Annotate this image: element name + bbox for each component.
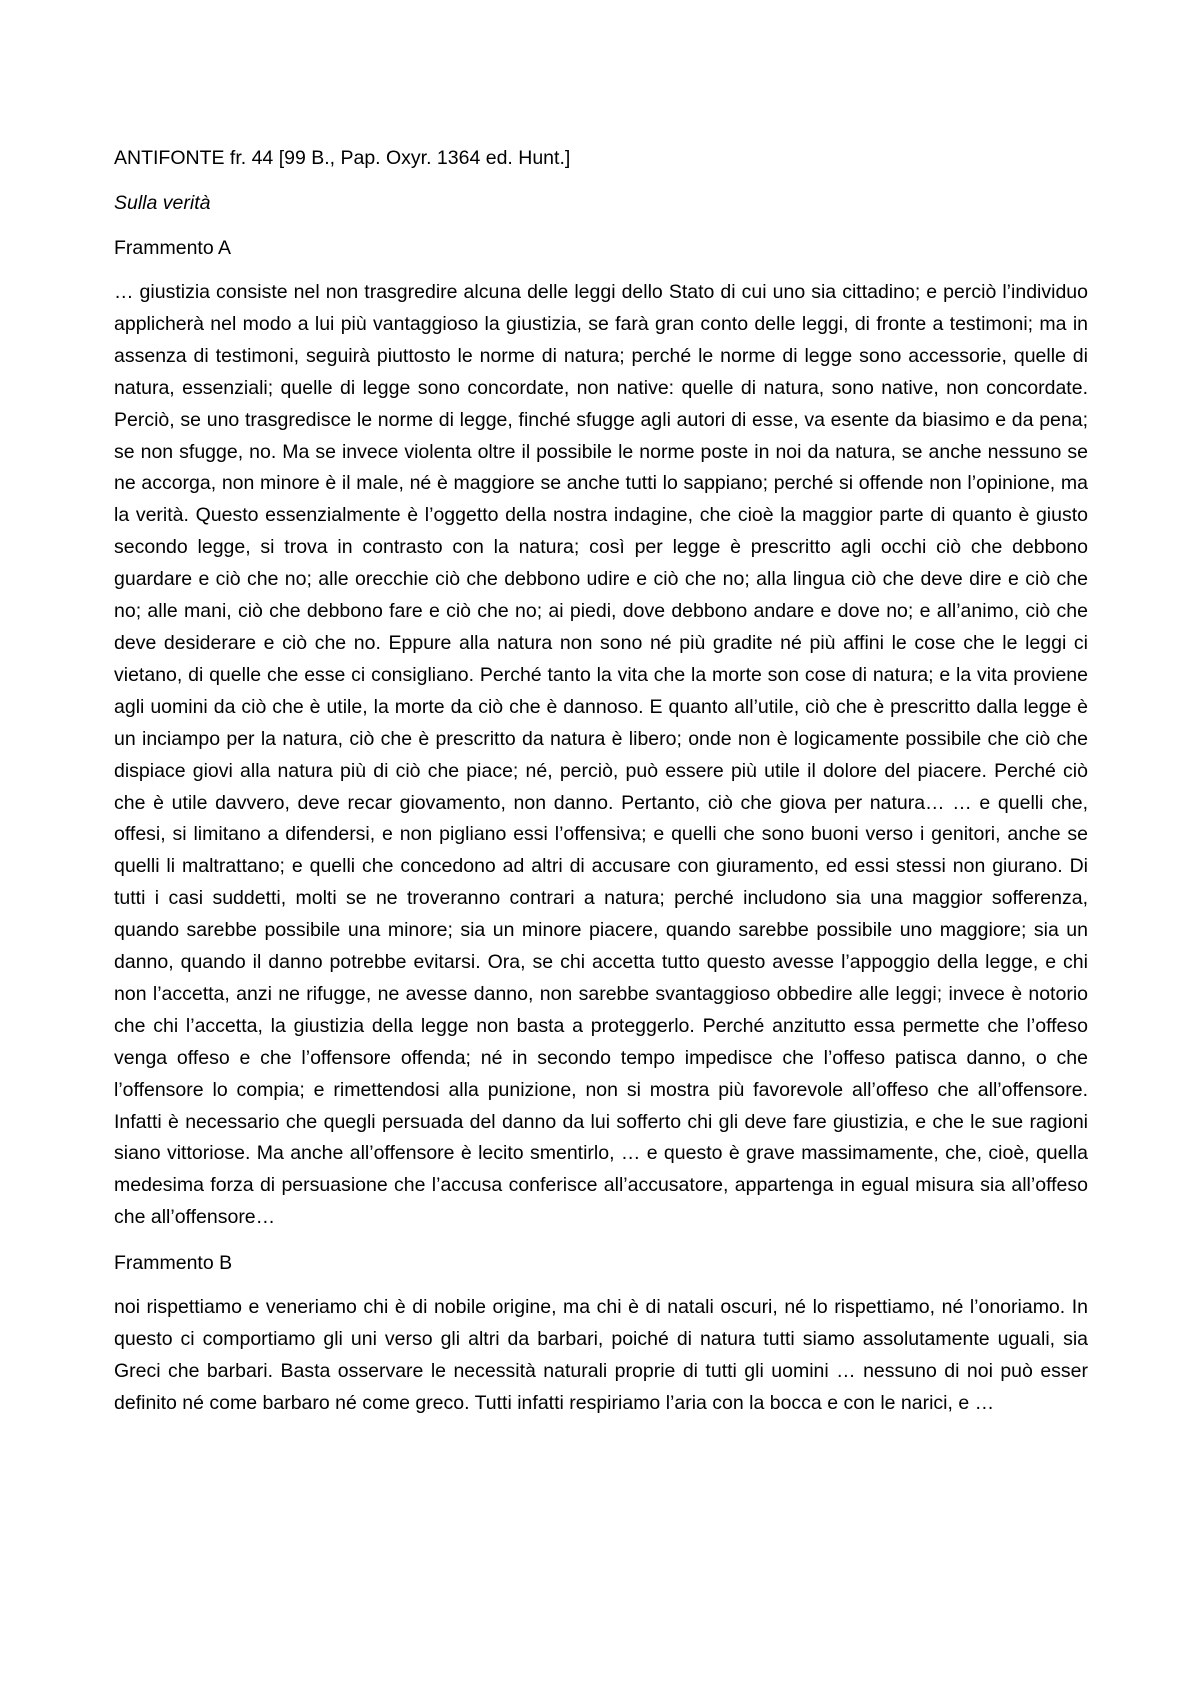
fragment-a-title: Frammento A: [114, 237, 232, 259]
document-subtitle: Sulla verità: [114, 192, 211, 214]
document-heading: ANTIFONTE fr. 44 [99 B., Pap. Oxyr. 1364 ed. Hunt.]: [114, 147, 571, 169]
fragment-b-text: noi rispettiamo e veneriamo chi è di nobile origine, ma chi è di natali oscuri, né lo rispettiamo, né l’onoriamo. In questo ci comportiamo gli uni verso gli altri da barbari, poiché di natura tutti siamo assolutamente uguali, sia Greci che barbari. Basta osservare le necessità naturali proprie di tutti gli uomini … nessuno di noi può esser definito né come barbaro né come greco. Tutti infatti respiriamo l’aria con la bocca e con le narici, e …: [114, 1296, 1088, 1414]
fragment-a-text: … giustizia consiste nel non trasgredire alcuna delle leggi dello Stato di cui uno sia cittadino; e perciò l’individuo applicherà nel modo a lui più vantaggioso la giustizia, se farà gran conto delle leggi, di fronte a testimoni; ma in assenza di testimoni, seguirà piuttosto le norme di natura; perché le norme di legge sono accessorie, quelle di natura, essenziali; quelle di legge sono concordate, non native: quelle di natura, sono native, non concordate. Perciò, se uno trasgredisce le norme di legge, finché sfugge agli autori di esse, va esente da biasimo e da pena; se non sfugge, no. Ma se invece violenta oltre il possibile le norme poste in noi da natura, se anche nessuno se ne accorga, non minore è il male, né è maggiore se anche tutti lo sappiano; perché si offende non l’opinione, ma la verità. Questo essenzialmente è l’oggetto della nostra indagine, che cioè la maggior parte di quanto è giusto secondo legge, si trova in contrasto con la natura; così per legge è prescritto agli occhi ciò che debbono guardare e ciò che no; alle orecchie ciò che debbono udire e ciò che no; alla lingua ciò che deve dire e ciò che no; alle mani, ciò che debbono fare e ciò che no; ai piedi, dove debbono andare e dove no; e all’animo, ciò che deve desiderare e ciò che no. Eppure alla natura non sono né più gradite né più affini le cose che le leggi ci vietano, di quelle che esse ci consigliano. Perché tanto la vita che la morte son cose di natura; e la vita proviene agli uomini da ciò che è utile, la morte da ciò che è dannoso. E quanto all’utile, ciò che è prescritto dalla legge è un inciampo per la natura, ciò che è prescritto da natura è libero; onde non è logicamente possibile che ciò che dispiace giovi alla natura più di ciò che piace; né, perciò, può essere più utile il dolore del piacere. Perché ciò che è utile davvero, deve recar giovamento, non danno. Pertanto, ciò che giova per natura… … e quelli che, offesi, si limitano a difendersi, e non pigliano essi l’offensiva; e quelli che sono buoni verso i genitori, anche se quelli li maltrattano; e quelli che concedono ad altri di accusare con giuramento, ed essi stessi non giurano. Di tutti i casi suddetti, molti se ne troveranno contrari a natura; perché includono sia una maggior sofferenza, quando sarebbe possibile una minore; sia un minore piacere, quando sarebbe possibile uno maggiore; sia un danno, quando il danno potrebbe evitarsi. Ora, se chi accetta tutto questo avesse l’appoggio della legge, e chi non l’accetta, anzi ne rifugge, ne avesse danno, non sarebbe svantaggioso obbedire alle leggi; invece è notorio che chi l’accetta, la giustizia della legge non basta a proteggerlo. Perché anzitutto essa permette che l’offeso venga offeso e che l’offensore offenda; né in secondo tempo impedisce che l’offeso patisca danno, o che l’offensore lo compia; e rimettendosi alla punizione, non si mostra più favorevole all’offeso che all’offensore. Infatti è necessario che quegli persuada del danno da lui sofferto chi gli deve fare giustizia, e che le sue ragioni siano vittoriose. Ma anche all’offensore è lecito smentirlo, … e questo è grave massimamente, che, cioè, quella medesima forza di persuasione che l’accusa conferisce all’accusatore, appartenga in egual misura sia all’offeso che all’offensore…: [114, 281, 1088, 1229]
fragment-b-title: Frammento B: [114, 1252, 233, 1275]
document-body: [114, 142, 1088, 1420]
